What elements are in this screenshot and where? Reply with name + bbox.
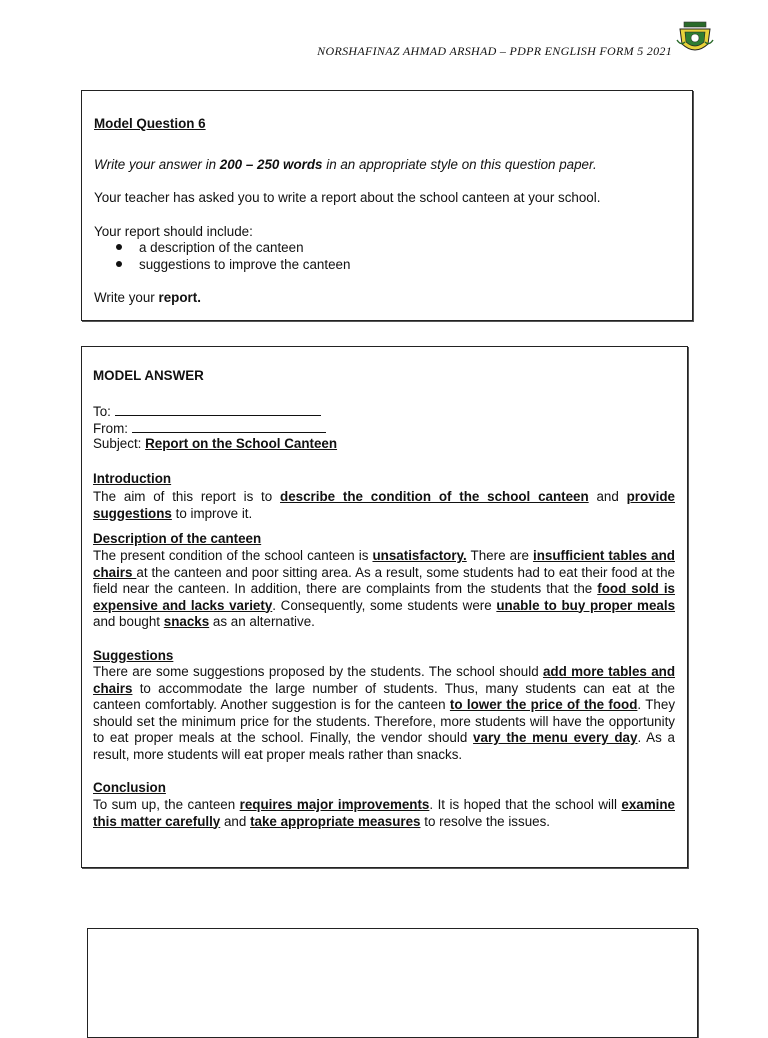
- conclusion-heading: Conclusion: [93, 780, 166, 795]
- list-item: suggestions to improve the canteen: [94, 256, 350, 273]
- from-line: From:: [93, 420, 675, 438]
- answer-space-box: [87, 928, 698, 1038]
- description-heading: Description of the canteen: [93, 531, 262, 546]
- introduction-paragraph: The aim of this report is to describe the condition of the school canteen and provide suggestions to improve it.: [93, 489, 675, 521]
- suggestions-heading: Suggestions: [93, 648, 174, 663]
- answer-heading: MODEL ANSWER: [93, 368, 204, 383]
- question-box: [81, 90, 693, 321]
- question-include-label: Your report should include:: [94, 224, 253, 239]
- description-paragraph: The present condition of the school canteen is unsatisfactory. There are insufficient tables and chairs at the canteen and poor sitting area. As a result, some students had to eat their food at the field near the canteen. In addition, there are complaints from the students that the food sold is expensive and lacks variety. Consequently, some students were unable to buy proper meals and bought snacks as an alternative.: [93, 548, 676, 629]
- question-final-instruction: Write your report.: [94, 290, 201, 305]
- subject-line: Subject: Report on the School Canteen: [93, 436, 338, 451]
- suggestions-paragraph: There are some suggestions proposed by the students. The school should add more tables and chairs to accommodate the large number of students. Thus, many students can eat at the canteen comfortably. Another suggestion is for the canteen to lower the price of the food. They should set the minimum price for the students. Therefore, more students will have the opportunity to eat proper meals at the school. Finally, the vendor should vary the menu every day. As a result, more students will eat proper meals rather than snacks.: [93, 664, 676, 762]
- question-task: Your teacher has asked you to write a report about the school canteen at your school.: [94, 190, 601, 205]
- conclusion-paragraph: To sum up, the canteen requires major improvements. It is hoped that the school will examine this matter carefully and take appropriate measures to resolve the issues.: [93, 797, 675, 829]
- school-crest-icon: [676, 20, 714, 58]
- question-bullet-list: [94, 239, 350, 273]
- to-line: To:: [93, 403, 675, 421]
- model-answer-box: [81, 346, 688, 868]
- introduction-heading: Introduction: [93, 471, 172, 486]
- list-item: a description of the canteen: [94, 239, 350, 256]
- question-title: Model Question 6: [94, 116, 206, 131]
- question-instruction: Write your answer in 200 – 250 words in an appropriate style on this question paper.: [94, 157, 597, 172]
- page-header-text: NORSHAFINAZ AHMAD ARSHAD – PDPR ENGLISH FORM 5 2021: [317, 44, 672, 58]
